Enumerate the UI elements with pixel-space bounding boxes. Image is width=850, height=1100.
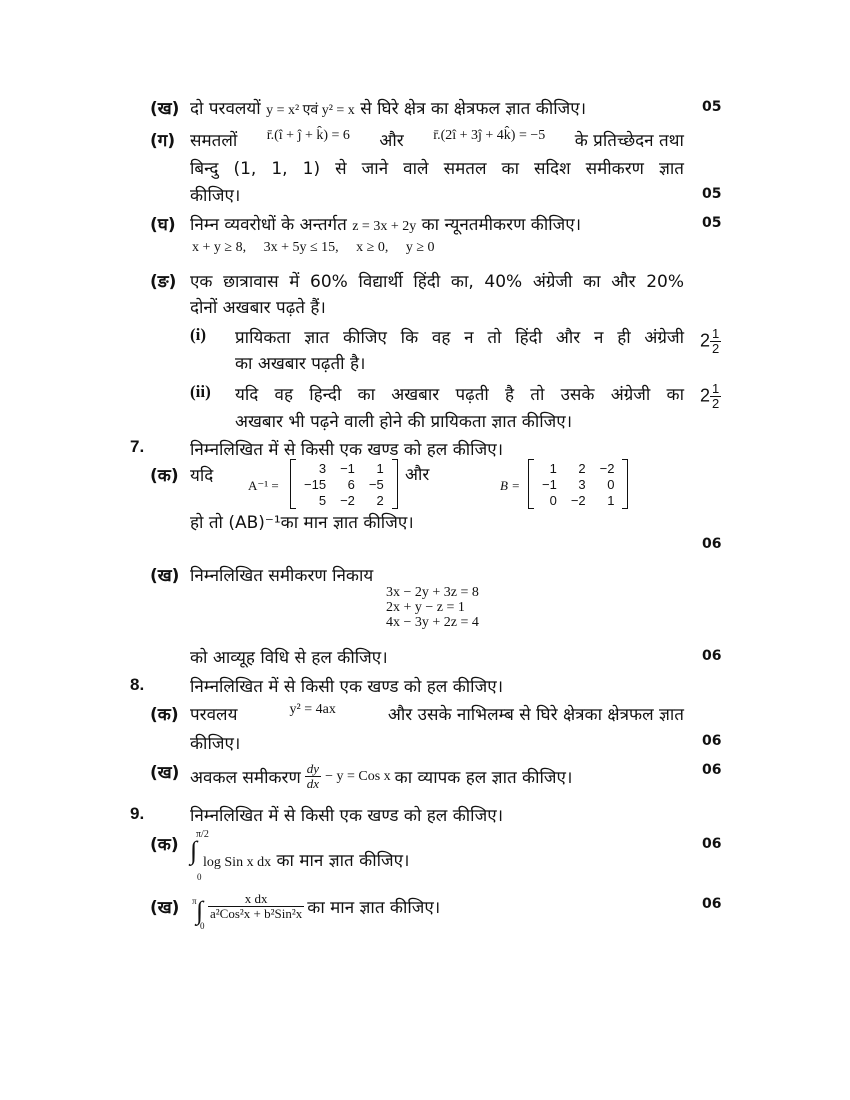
q6e-ii-mark-den: 2: [712, 396, 720, 411]
q8a-label: (क): [150, 705, 179, 725]
matrix-a-row: [297, 492, 391, 508]
q6c-line1-b: के प्रतिच्छेदन तथा: [574, 131, 684, 151]
q9b-den: a²Cos²x + b²Sin²x: [210, 906, 303, 921]
q8b-pre: अवकल समीकरण: [190, 768, 301, 788]
q9b-integral-sign: ∫: [196, 896, 204, 925]
q6c-label: (ग): [150, 131, 176, 151]
matrix-b-cell: −1: [542, 476, 557, 492]
q7a-matrix-b-lhs: B =: [500, 478, 520, 493]
q6b-pre: दो परवलयों: [190, 99, 261, 119]
q9b-num: x dx: [208, 892, 304, 907]
q9-number: 9.: [130, 804, 145, 823]
q9a-line: [203, 848, 409, 871]
q9b-lower-limit: 0: [200, 921, 205, 931]
q6c-line1-a: समतलों: [190, 131, 238, 151]
matrix-a-table: [297, 460, 391, 508]
q8b-num: dy: [306, 761, 320, 776]
q9b-label: (ख): [150, 898, 180, 918]
matrix-a-cell: 3: [318, 460, 327, 476]
matrix-a-cell: 1: [376, 460, 384, 476]
q9-instruction: निम्नलिखित में से किसी एक खण्ड को हल कीजिए।: [190, 806, 504, 826]
matrix-b-cell: 0: [549, 492, 557, 508]
q8-number: 8.: [130, 675, 145, 694]
matrix-a-cell: −2: [340, 492, 355, 508]
matrix-b-row: [535, 492, 621, 508]
matrix-b-cell: −2: [599, 460, 615, 476]
q8a-post: और उसके नाभिलम्ब से घिरे क्षेत्रका क्षेत्रफल ज्ञात: [387, 705, 684, 725]
q6c-line1: [190, 128, 684, 151]
q6b-math: y = x² एवं y² = x: [266, 103, 355, 118]
matrix-b-row: [535, 460, 621, 476]
matrix-a-cell: 6: [347, 476, 355, 492]
q6e-line1: एक छात्रावास में 60% विद्यार्थी हिंदी का, 40% अंग्रेजी का और 20%: [190, 272, 684, 292]
q9a-lower-limit: 0: [197, 872, 202, 882]
matrix-b-row: [535, 476, 621, 492]
q7-number: 7.: [130, 437, 145, 456]
q7a-line2: हो तो (AB)⁻¹का मान ज्ञात कीजिए।: [190, 513, 414, 533]
q8b-marks: 06: [702, 762, 722, 778]
q7b-eq1: 3x − 2y + 3z = 8: [386, 585, 479, 600]
matrix-a-cell: −1: [340, 460, 355, 476]
q8b-line: [190, 762, 572, 791]
q9b-upper-limit: π: [192, 896, 197, 906]
matrix-b-cell: 1: [607, 492, 615, 508]
q6e-i-mark-whole: 2: [700, 330, 711, 351]
q6e-ii-marks: [700, 382, 721, 411]
q8b-math: − y = Cos x: [325, 768, 391, 784]
q8b-post: का व्यापक हल ज्ञात कीजिए।: [394, 768, 573, 788]
q6d-constraints: x + y ≥ 8, 3x + 5y ≤ 15, x ≥ 0, y ≥ 0: [192, 240, 435, 255]
q6e-ii-mark-num: 1: [712, 381, 720, 396]
matrix-a-row: [297, 476, 391, 492]
q8b-den: dx: [306, 776, 320, 791]
q6b-text: [190, 96, 586, 119]
q6e-i-label: (i): [190, 325, 207, 344]
q9b-line: [208, 892, 440, 921]
q8a-marks: 06: [702, 733, 722, 749]
q6c-math1: r̄.(î + ĵ + k̂) = 6: [266, 128, 350, 143]
q6e-i-line1: प्रायिकता ज्ञात कीजिए कि वह न तो हिंदी और न ही अंग्रेजी: [235, 328, 684, 348]
q9b-marks: 06: [702, 896, 722, 912]
matrix-a-cell: −15: [304, 476, 327, 492]
q7b-eq2: 2x + y − z = 1: [386, 600, 465, 615]
q9a-marks: 06: [702, 836, 722, 852]
q9a-integral-sign: ∫: [190, 836, 198, 865]
q6c-math2: r̄.(2î + 3ĵ + 4k̂) = −5: [433, 128, 546, 143]
q7a-marks: 06: [702, 536, 722, 552]
matrix-a-row: [297, 460, 391, 476]
q7a-and: और: [405, 465, 430, 485]
q6c-and: और: [379, 131, 404, 151]
matrix-a-cell: 2: [376, 492, 384, 508]
q6d-text: [190, 212, 581, 235]
q6e-ii-line2: अखबार भी पढ़ने वाली होने की प्रायिकता ज्ञात कीजिए।: [235, 412, 573, 432]
matrix-a-inverse: [290, 459, 398, 509]
q6b-marks: 05: [702, 99, 722, 115]
q6e-i-marks: [700, 327, 721, 356]
q6e-label: (ङ): [150, 272, 177, 292]
matrix-b-cell: 2: [578, 460, 586, 476]
q8a-math: y² = 4ax: [289, 702, 336, 717]
matrix-a-cell: 5: [318, 492, 327, 508]
q9a-post: का मान ज्ञात कीजिए।: [276, 851, 410, 871]
matrix-b-cell: 1: [549, 460, 557, 476]
q8-instruction: निम्नलिखित में से किसी एक खण्ड को हल कीजिए।: [190, 677, 504, 697]
q9a-upper-limit: π/2: [196, 829, 209, 840]
q7b-line2: को आव्यूह विधि से हल कीजिए।: [190, 648, 388, 668]
q7b-label: (ख): [150, 566, 180, 586]
matrix-a-cell: −5: [368, 476, 384, 492]
q6e-ii-line1: यदि वह हिन्दी का अखबार पढ़ती है तो उसके अंग्रेजी का: [235, 385, 684, 405]
q6c-marks: 05: [702, 186, 722, 202]
q7-instruction: निम्नलिखित में से किसी एक खण्ड को हल कीजिए।: [190, 440, 504, 460]
q6e-i-mark-den: 2: [712, 341, 720, 356]
matrix-b: [528, 459, 628, 509]
matrix-b-table: [535, 460, 621, 508]
q6e-ii-mark-whole: 2: [700, 385, 711, 406]
q6d-marks: 05: [702, 215, 722, 231]
q9b-post: का मान ज्ञात कीजिए।: [307, 898, 441, 918]
matrix-b-cell: −2: [570, 492, 586, 508]
q6c-line3: कीजिए।: [190, 186, 241, 206]
q6e-i-mark-num: 1: [712, 326, 720, 341]
q6d-math: z = 3x + 2y: [352, 219, 417, 234]
q6e-ii-label: (ii): [190, 382, 211, 401]
q9b-fraction: [208, 892, 304, 921]
q9a-label: (क): [150, 835, 179, 855]
matrix-b-cell: 0: [607, 476, 615, 492]
q7b-equations: [386, 585, 479, 630]
q8a-line1: [190, 702, 684, 725]
q6e-i-line2: का अखबार पढ़ती है।: [235, 354, 366, 374]
q7b-eq3: 4x − 3y + 2z = 4: [386, 615, 479, 630]
q6d-pre: निम्न व्यवरोधों के अन्तर्गत: [190, 215, 347, 235]
q7b-marks: 06: [702, 648, 722, 664]
q8b-derivative: [305, 762, 321, 791]
q9a-math: log Sin x dx: [203, 855, 272, 870]
q7b-text: निम्नलिखित समीकरण निकाय: [190, 566, 374, 586]
q6b-label: (ख): [150, 99, 180, 119]
matrix-b-cell: 3: [578, 476, 586, 492]
q7a-matrix-a-lhs: A⁻¹ =: [248, 478, 279, 493]
q6d-post: का न्यूनतमीकरण कीजिए।: [421, 215, 582, 235]
q8b-label: (ख): [150, 763, 180, 783]
q7a-label: (क): [150, 466, 179, 486]
q6c-line2: बिन्दु (1, 1, 1) से जाने वाले समतल का सदिश समीकरण ज्ञात: [190, 159, 684, 179]
q8a-pre: परवलय: [190, 705, 238, 725]
q7a-if: यदि: [190, 466, 214, 486]
q6b-post: से घिरे क्षेत्र का क्षेत्रफल ज्ञात कीजिए।: [360, 99, 587, 119]
q6e-line2: दोनों अखबार पढ़ते हैं।: [190, 298, 326, 318]
q8a-line2: कीजिए।: [190, 734, 241, 754]
q6d-label: (घ): [150, 215, 176, 235]
